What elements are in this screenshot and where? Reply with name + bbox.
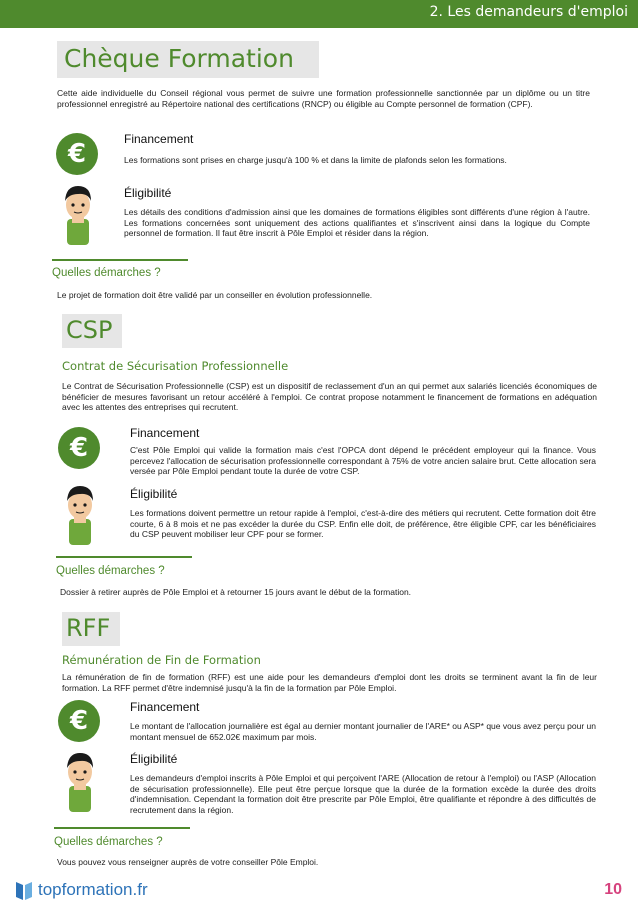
cheque-eligibilite-text: Les détails des conditions d'admission ainsi que les domaines de formations éligibles sont différents d'une région à l'autre. Les formations concernées sont uniquement des actions qualifiantes et s'inscrivent ainsi dans la logique du Compte personnel de formation. Il faut être inscrit à Pôle Emploi et résider dans la région. (124, 207, 590, 238)
csp-financement-title: Financement (130, 426, 200, 440)
divider (56, 556, 192, 558)
divider (54, 827, 190, 829)
rff-demarches-title: Quelles démarches ? (54, 836, 163, 848)
cheque-formation-title: Chèque Formation (57, 41, 319, 78)
rff-financement-title: Financement (130, 700, 200, 714)
rff-intro: La rémunération de fin de formation (RFF) est une aide pour les demandeurs d'emploi dont les droits se terminent avant la fin de leur formation. La RFF permet d'être indemnisé jusqu'à la fin de la formation par Pôle Emploi. (62, 672, 597, 693)
logo-text: topformation.fr (38, 880, 148, 899)
csp-demarches-text: Dossier à retirer auprès de Pôle Emploi et à retourner 15 jours avant le début de la formation. (60, 587, 412, 597)
cheque-demarches-text: Le projet de formation doit être validé par un conseiller en évolution professionnelle. (57, 290, 373, 300)
cheque-financement-text: Les formations sont prises en charge jusqu'à 100 % et dans la limite de plafonds selon les formations. (124, 155, 507, 165)
csp-financement-text: C'est Pôle Emploi qui valide la formation mais c'est l'OPCA dont dépend le précédent employeur qui la finance. Vous percevez l'allocation de sécurisation professionnelle correspondant à 75% de votre ancien salaire brut. Cette allocation sera versée par Pôle Emploi pendant toute la durée de votre CSP. (130, 445, 596, 476)
header-title: 2. Les demandeurs d'emploi (429, 4, 628, 20)
csp-intro: Le Contrat de Sécurisation Professionnelle (CSP) est un dispositif de reclassement d'un an qui permet aux salariés licenciés économiques de bénéficier de mesures favorisant un retour accéléré à l'emploi. Ce contrat propose notamment le financement de formations en adéquation avec les attentes des entreprises qui recrutent. (62, 381, 597, 412)
csp-eligibilite-text: Les formations doivent permettre un retour rapide à l'emploi, c'est-à-dire des métiers qui recrutent. Cette formation doit être courte, 6 à 8 mois et ne pas excéder la durée du CSP. Enfin elle doit, de préférence, être éligible CPF, car les bénéficiaires du CSP peuvent mobiliser leur CPF pour se former. (130, 508, 596, 539)
cheque-financement-title: Financement (124, 132, 194, 146)
csp-subtitle: Contrat de Sécurisation Professionnelle (62, 359, 289, 373)
euro-icon: € (58, 427, 100, 469)
euro-icon: € (58, 700, 100, 742)
person-icon (60, 183, 96, 245)
cheque-intro: Cette aide individuelle du Conseil régional vous permet de suivre une formation professionnelle sanctionnée par un diplôme ou un titre professionnel enregistré au Répertoire national des certifications (RNCP) ou éligible au Compte personnel de formation (CPF). (57, 88, 590, 109)
csp-demarches-title: Quelles démarches ? (56, 565, 165, 577)
cheque-demarches-title: Quelles démarches ? (52, 267, 161, 279)
page-number: 10 (604, 881, 622, 898)
rff-financement-text: Le montant de l'allocation journalière est égal au dernier montant journalier de l'ARE* ou ASP* que vous avez perçu pour un montant mensuel de 652.02€ maximum par mois. (130, 721, 596, 742)
header-bar (0, 0, 638, 28)
book-icon (14, 879, 34, 901)
rff-subtitle: Rémunération de Fin de Formation (62, 653, 261, 667)
rff-eligibilite-text: Les demandeurs d'emploi inscrits à Pôle Emploi et qui perçoivent l'ARE (Allocation de retour à l'emploi) ou l'ASP (Allocation de sécurisation professionnelle). Elle peut être perçue lorsque que la durée de la formation excède la durée des droits d'indemnisation. Cependant la formation doit être prescrite par Pôle Emploi, être qualifiante et répondre à des difficultés de recrutement dans la région. (130, 773, 596, 815)
person-icon (62, 483, 98, 545)
csp-eligibilite-title: Éligibilité (130, 487, 178, 501)
person-icon (62, 750, 98, 812)
divider (52, 259, 188, 261)
rff-demarches-text: Vous pouvez vous renseigner auprès de votre conseiller Pôle Emploi. (57, 857, 319, 867)
topformation-logo[interactable] (14, 878, 148, 902)
rff-eligibilite-title: Éligibilité (130, 752, 178, 766)
cheque-eligibilite-title: Éligibilité (124, 186, 172, 200)
csp-title: CSP (62, 314, 122, 348)
euro-icon: € (56, 133, 98, 175)
rff-title: RFF (62, 612, 120, 646)
